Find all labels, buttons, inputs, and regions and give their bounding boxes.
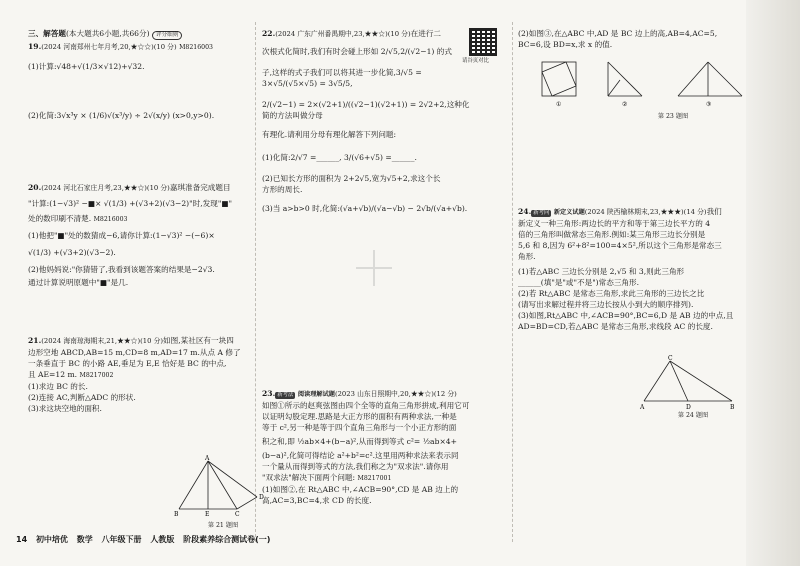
q19-part2: (2)化简:3√x³y × (1/6)√(x³/y) ÷ 2√(x/y) (x>0,y>0). [28, 111, 215, 120]
q23-text-5: (b−a)²,化简可得结论 a²+b²=c².这里用两种求法来表示同 [262, 451, 459, 460]
q23-code: M8217001 [357, 475, 392, 482]
q23-text-1: 如图①所示的赵爽弦图由四个全等的直角三角形拼成,利用它可 [262, 401, 470, 410]
page-footer [16, 534, 276, 545]
q21-part2: (2)连接 AC,判断△ADC 的形状. [28, 393, 136, 402]
q21-caption: 第 21 题图 [207, 522, 239, 529]
q24-caption: 第 24 题图 [677, 412, 709, 419]
question-19 [28, 41, 250, 121]
q20-part1a: (1)他把"■"处的数猜成−6,请你计算:(1−√3)² −(−6)× [28, 231, 215, 240]
q20-part1b: √(1/3) +(√3+2)(√3−2). [28, 248, 116, 257]
q22-number: 22. [262, 29, 276, 38]
q24-figure [638, 355, 738, 411]
q23-part1a: (1)如图②,在 Rt△ABC 中,∠ACB=90°,CD 是 AB 边上的 [262, 485, 459, 494]
q23-text-6: 一个量从而得到等式的方法,我们称之为"双求法".请你用 [262, 462, 449, 471]
q24-type: 新定义试题 [553, 209, 585, 216]
q24-label-c: C [668, 355, 673, 362]
q21-text-4: 且 AE=12 m. [28, 370, 78, 379]
q22-part2b: 方形的周长. [262, 185, 303, 194]
q20-points: (10 分) [146, 184, 170, 192]
q23-text-2: 以证明勾股定理.思路是大正方形的面积有两种求法,一种是 [262, 412, 457, 421]
section-title: 三、解答题 [28, 29, 66, 38]
q21-label-d: D [259, 494, 264, 501]
question-20 [28, 182, 250, 288]
footer-brand: 初中培优 [35, 535, 68, 544]
q22-text-4: 2/(√2−1) = 2×(√2+1)/((√2−1)(√2+1)) = 2√2+2,这种化简的方法叫做分母 [262, 100, 470, 120]
question-24 [518, 206, 743, 332]
q23-points: (12 分) [433, 390, 457, 398]
q22-text-5: 有理化.请利用分母有理化解答下列问题: [262, 130, 397, 139]
q24-label-d: D [686, 404, 691, 411]
q24-number: 24. [518, 207, 532, 216]
q21-number: 21. [28, 336, 42, 345]
q22-part1: (1)化简:2/√7 =______, 3/(√6+√5) =______. [262, 153, 417, 162]
footer-edition: 人教版 [150, 535, 175, 544]
q20-source: (2024 河北石家庄月考,23,★★☆) [41, 184, 147, 192]
q24-text-1: 我们 [706, 207, 722, 216]
q24-text-3: 倍的三角形叫做常态三角形.例如:某三角形三边长分别是 [518, 230, 706, 239]
q24-part3a: (3)如图,Rt△ABC 中,∠ACB=90°,BC=6,D 是 AB 边的中点,且 [518, 311, 734, 320]
column-divider-2 [512, 22, 513, 542]
q23-text-4: 积之和,即 ½ab×4+(b−a)²,从而得到等式 c²= ½ab×4+ [262, 437, 457, 446]
footer-series: 阶段素养综合测试卷(一) [183, 535, 271, 544]
question-22 [262, 28, 472, 214]
q23-text-3: 等于 c²,另一种是等于四个直角三角形与一个小正方形的面 [262, 423, 457, 432]
q22-part2a: (2)已知长方形的面积为 2+2√5,宽为√5+2,求这个长 [262, 174, 441, 183]
q22-text-1: 在进行二 [410, 29, 442, 38]
q23-text-7: "双求法"解决下面两个问题: [262, 473, 356, 482]
q20-text-2: "计算:(1−√3)² −■× √(1/3) +(√3+2)(√3−2)"时,发现"■" [28, 199, 232, 208]
qr-code-icon[interactable] [469, 28, 497, 56]
q24-part3b: AD=BD=CD,若△ABC 是常态三角形,求线段 AC 的长度. [518, 322, 713, 331]
footer-grade: 八年级下册 [101, 535, 142, 544]
q23-part2a: (2)如图③,在△ABC 中,AD 是 BC 边上的高,AB=4,AC=5, [518, 29, 718, 38]
q23-part2b: BC=6,设 BD=x,求 x 的值. [518, 40, 613, 49]
scoring-tag[interactable]: 评分细则 [152, 31, 182, 40]
q23-figure-3-label: ③ [706, 101, 712, 108]
question-23-continued [518, 28, 743, 50]
q21-points: (10 分) [140, 337, 164, 345]
q21-text-1: 如图,某社区有一块四 [163, 336, 234, 345]
q23-source: (2023 山东日照期中,20,★★☆) [334, 390, 434, 398]
page-edge-shadow [746, 0, 800, 566]
q24-part1a: (1)若△ABC 三边长分别是 2,√5 和 3,则此三角形 [518, 267, 685, 276]
q23-type: 阅读理解试题 [297, 391, 335, 398]
q21-source: (2024 海南琼海期末,21,★★☆) [41, 337, 141, 345]
q23-caption: 第 23 题图 [657, 113, 689, 120]
q20-number: 20. [28, 183, 42, 192]
q19-part1: (1)计算:√48+√(1/3×√12)+√32. [28, 62, 145, 71]
q24-part2a: (2)若 Rt△ABC 是常态三角形,求此三角形的三边长之比 [518, 289, 705, 298]
q19-points: (10 分) [153, 43, 177, 51]
section-note: (本大题共6小题,共66分) [65, 29, 150, 38]
q21-label-a: A [205, 455, 210, 462]
question-23 [262, 388, 508, 506]
q21-label-b: B [174, 511, 179, 517]
q20-code: M8216003 [93, 216, 128, 223]
q22-points: (10 分) [387, 30, 411, 38]
q24-text-4: 5,6 和 8,因为 6²+8²=100=4×5²,所以这个三角形是常态三 [518, 241, 722, 250]
q21-part1: (1)求边 BC 的长. [28, 382, 88, 391]
q20-text-3: 处的数印刷不清楚. [28, 214, 92, 223]
q21-label-c: C [235, 511, 240, 517]
q24-label-a: A [640, 404, 645, 411]
q24-text-2: 新定义一种三角形:两边长的平方和等于第三边长平方的 4 [518, 219, 711, 228]
q24-part1b: ______(填"是"或"不是")常态三角形. [518, 278, 640, 287]
q19-code: M8216003 [179, 44, 213, 51]
q22-source: (2024 广东广州番禺期中,23,★★☆) [275, 30, 388, 38]
q24-label-b: B [730, 404, 735, 411]
q21-text-2: 边形空地 ABCD,AB=15 m,CD=8 m,AD=17 m.从点 A 修了 [28, 348, 241, 357]
q23-part1b: 高,AC=3,BC=4,求 CD 的长度. [262, 496, 372, 505]
q20-part2a: (2)他妈妈说:"你猜错了,我看到该题答案的结果是−2√3. [28, 265, 215, 274]
q21-text-3: 一条垂直于 BC 的小路 AE,垂足为 E,E 恰好是 BC 的中点, [28, 359, 227, 368]
q22-part3: (3)当 a>b>0 时,化简:(√a+√b)/(√a−√b) − 2√b/(√a+√b). [262, 204, 468, 213]
q23-figure-1-label: ① [556, 101, 562, 108]
q19-number: 19. [28, 42, 42, 51]
scan-watermark-icon [354, 248, 394, 288]
q22-text-2: 次根式化简时,我们有时会碰上形如 2/√5,2/(√2−1) 的式 [262, 47, 452, 56]
q24-source: (2024 陕西榆林期末,23,★★★) [584, 208, 684, 216]
section-header [28, 28, 250, 40]
q24-part2b: (请写出求解过程并将三边长按从小到大的顺序排列). [518, 300, 694, 309]
question-21 [28, 335, 250, 414]
page-number: 14 [16, 535, 28, 544]
q23-number: 23. [262, 389, 276, 398]
q23-figures [538, 58, 748, 108]
qr-caption: 请谷页对比 [462, 58, 489, 64]
q21-code: M8217002 [79, 372, 114, 379]
q24-points: (14 分) [683, 208, 707, 216]
q24-badge: 新考向 [533, 210, 550, 216]
q21-part3: (3)求这块空地的面积. [28, 404, 102, 413]
footer-subject: 数学 [76, 535, 93, 544]
q22-text-3: 子,这样的式子我们可以将其进一步化简,3/√5 = 3×√5/(√5×√5) = 3√5/5, [262, 68, 422, 88]
q23-figure-2-label: ② [622, 101, 628, 108]
q20-text-1: 嘉琪准备完成题目 [169, 183, 231, 192]
q23-badge: 新考法 [277, 392, 294, 398]
q20-part2b: 通过计算说明原题中"■"是几. [28, 278, 129, 287]
q21-label-e: E [205, 511, 210, 517]
q24-text-5: 角形. [518, 252, 536, 261]
q19-source: (2024 河南郑州七年月考,20,★☆☆) [41, 43, 154, 51]
